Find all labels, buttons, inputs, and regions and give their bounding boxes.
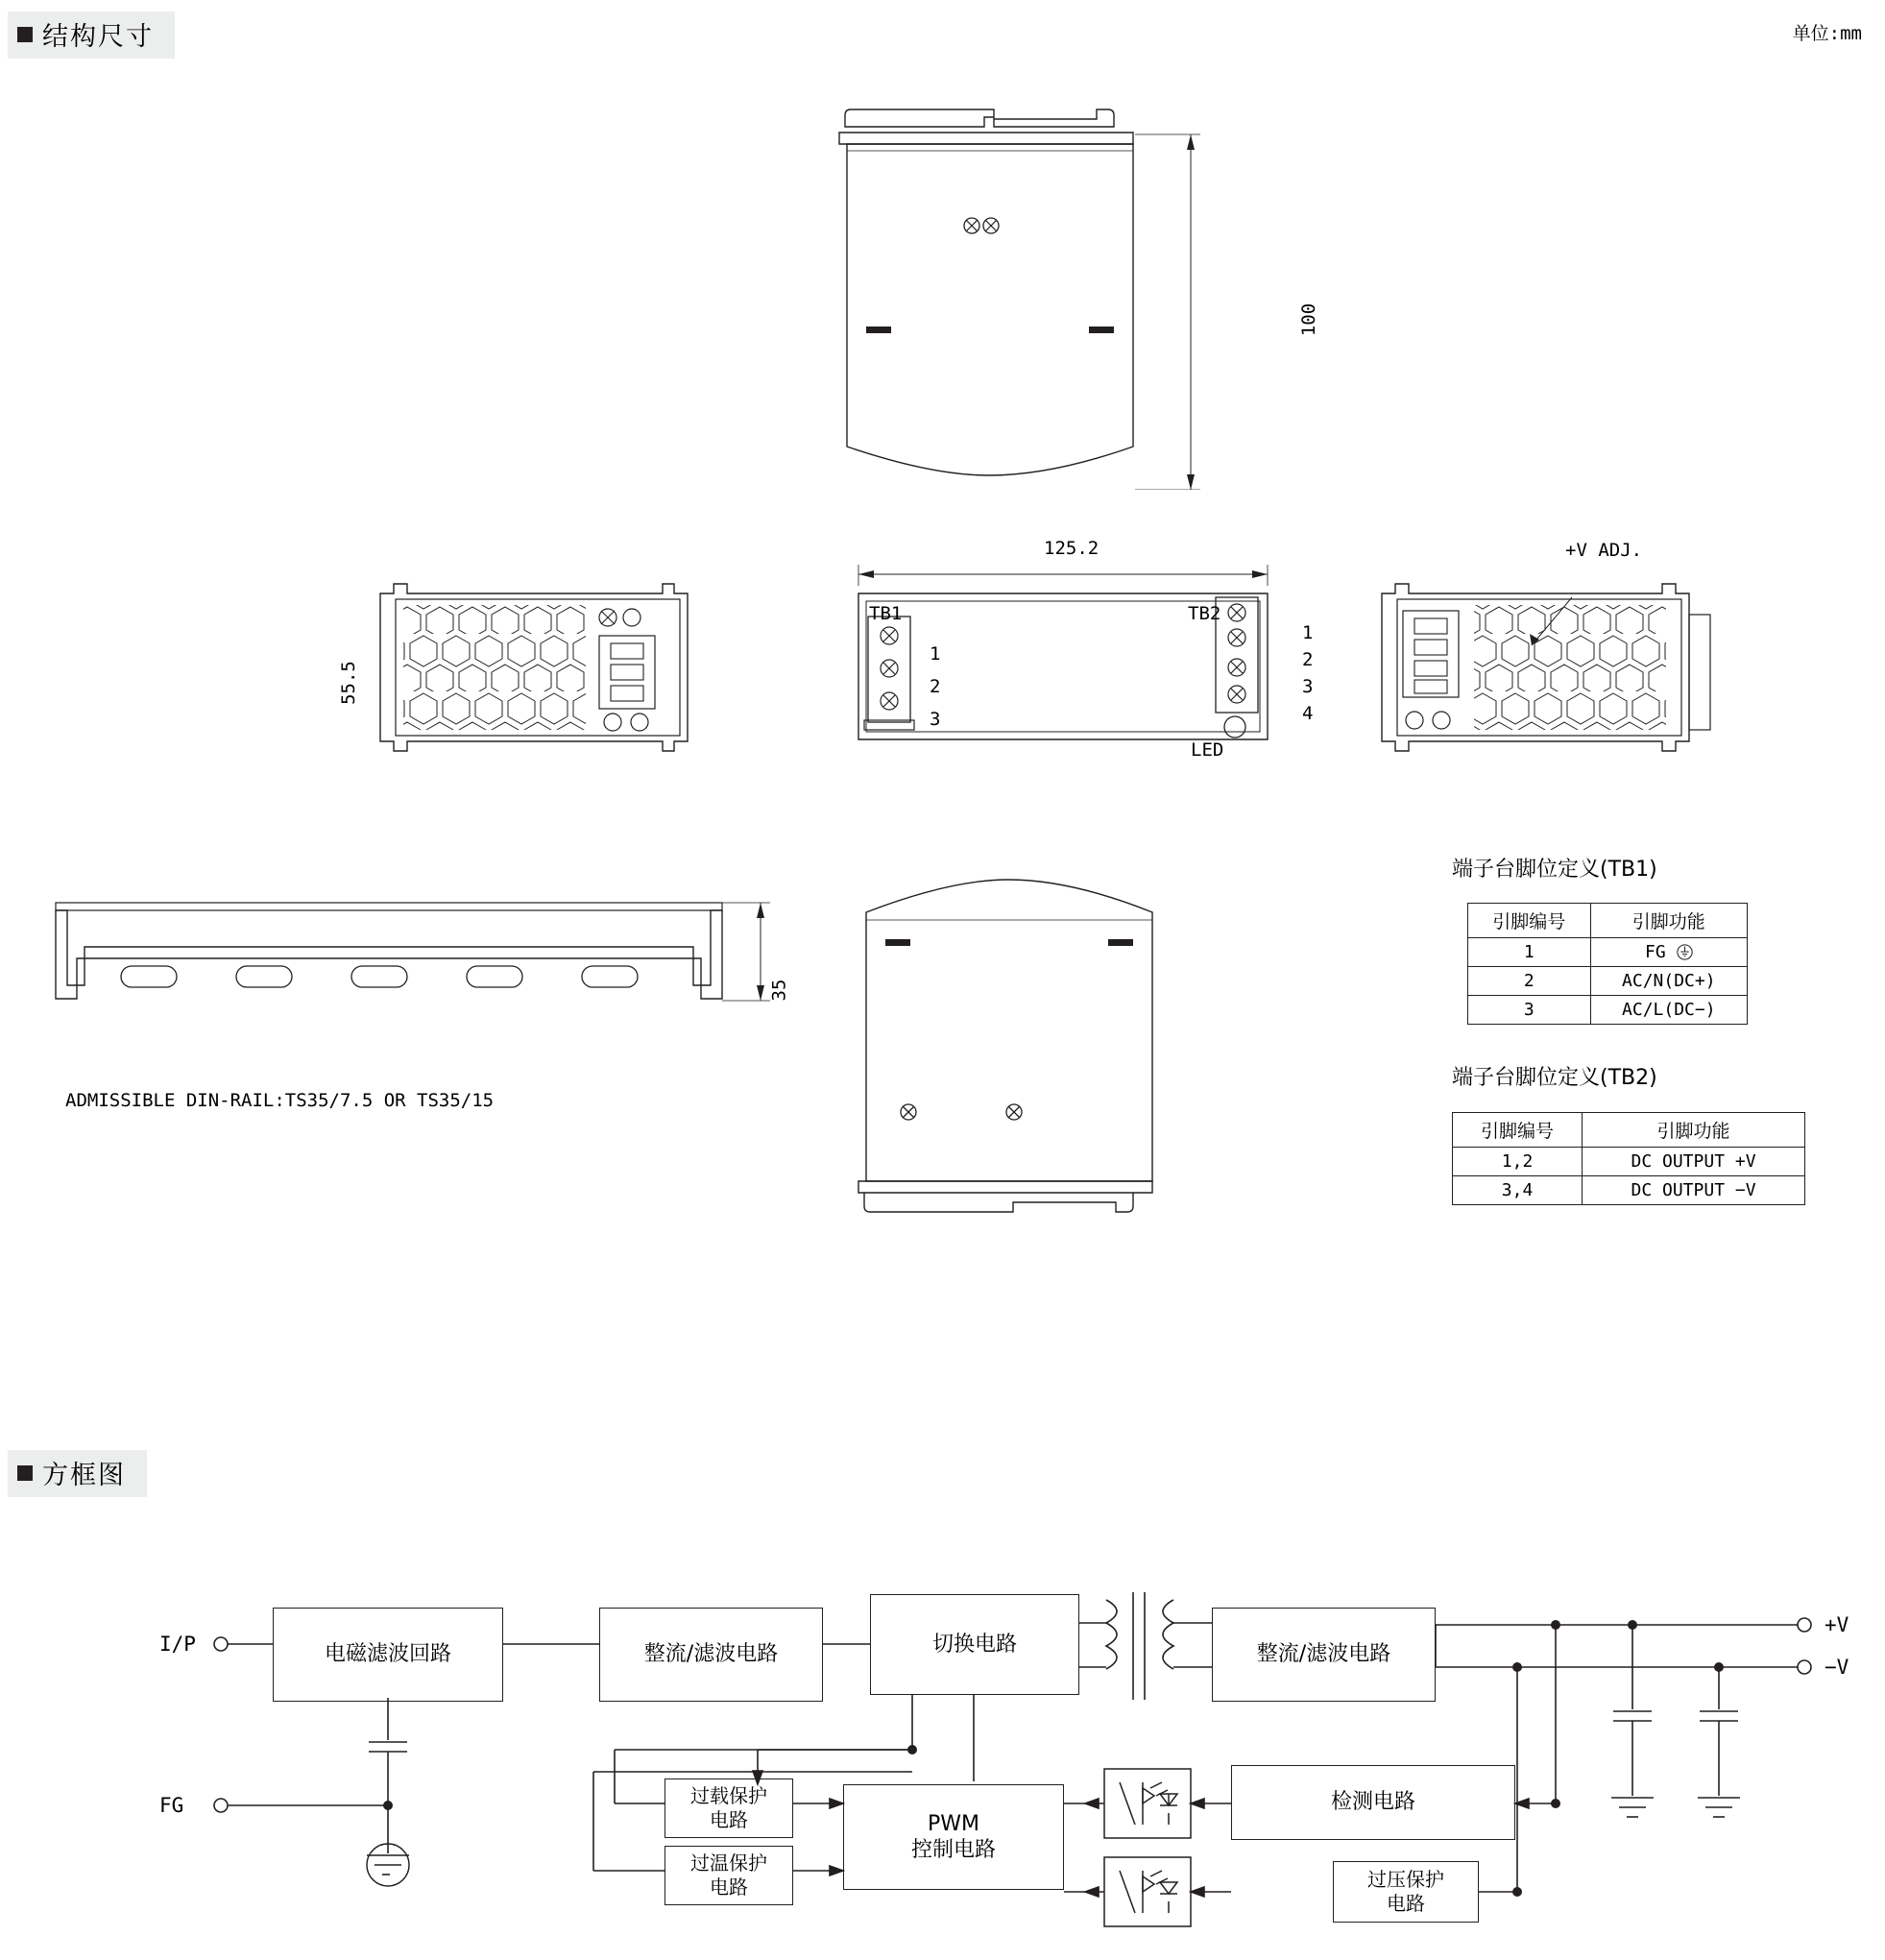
bottom-view [845, 855, 1296, 1239]
tb2-pin-3: 3 [1302, 676, 1314, 697]
ovp-label-line1: 过压保护 [1367, 1868, 1444, 1891]
output-negative-label: −V [1825, 1656, 1849, 1679]
ovp-label-line2: 电路 [1387, 1892, 1425, 1915]
tb2-table-title: 端子台脚位定义(TB2) [1452, 1066, 1657, 1090]
tb2-r1-pin: 1,2 [1453, 1148, 1583, 1176]
tb1-r2-pin: 2 [1468, 967, 1591, 996]
tb1-r1-func-text: FG [1645, 942, 1666, 962]
dim-depth-55-5: 55.5 [337, 661, 359, 705]
tb2-pin-4: 4 [1302, 703, 1314, 724]
block-overload-protection [665, 1779, 793, 1838]
din-rail-drawing [48, 893, 835, 1085]
tb2-pin-1: 1 [1302, 622, 1314, 643]
tb1-r2-func: AC/N(DC+) [1590, 967, 1747, 996]
tb1-table-title: 端子台脚位定义(TB1) [1452, 858, 1657, 882]
block-overtemp-protection [665, 1846, 793, 1905]
tb1-pin-2: 2 [930, 676, 941, 697]
dim-rail-35: 35 [768, 979, 790, 1002]
block-overvoltage-protection [1333, 1861, 1479, 1923]
bullet-square-icon [17, 1465, 33, 1481]
dim-width-125-2: 125.2 [1044, 538, 1100, 559]
tb1-col-func: 引脚功能 [1590, 904, 1747, 938]
unit-note: 单位:mm [1792, 23, 1862, 44]
fg-label: FG [159, 1794, 184, 1817]
table-row [1453, 1148, 1805, 1176]
tb2-r1-func: DC OUTPUT +V [1583, 1148, 1805, 1176]
table-header-row [1453, 1113, 1805, 1148]
block-rectifier-filter-1: 整流/滤波电路 [599, 1608, 823, 1702]
ocp-label-line2: 电路 [710, 1808, 748, 1831]
tb2-col-func: 引脚功能 [1583, 1113, 1805, 1148]
table-row [1468, 996, 1748, 1025]
side-view-left [375, 576, 797, 768]
tb1-r3-func: AC/L(DC−) [1590, 996, 1747, 1025]
tb1-pin-table [1467, 903, 1748, 1025]
ground-icon [1677, 944, 1693, 960]
section-header-block [8, 1450, 147, 1497]
tb1-col-pinno: 引脚编号 [1468, 904, 1591, 938]
otp-label-line2: 电路 [710, 1875, 748, 1899]
tb1-pin-1: 1 [930, 643, 941, 665]
tb2-pin-table [1452, 1112, 1805, 1205]
section-title-mechanical: 结构尺寸 [42, 22, 154, 52]
table-row [1468, 967, 1748, 996]
tb2-r2-func: DC OUTPUT −V [1583, 1176, 1805, 1205]
section-title-block: 方框图 [42, 1461, 126, 1490]
output-positive-label: +V [1825, 1613, 1849, 1636]
ocp-label-line1: 过载保护 [690, 1784, 767, 1807]
block-emi-filter: 电磁滤波回路 [273, 1608, 503, 1702]
tb2-pin-2: 2 [1302, 649, 1314, 670]
table-row [1453, 1176, 1805, 1205]
tb2-col-pinno: 引脚编号 [1453, 1113, 1583, 1148]
din-rail-note: ADMISSIBLE DIN-RAIL:TS35/7.5 OR TS35/15 [65, 1090, 495, 1111]
otp-label-line1: 过温保护 [690, 1851, 767, 1875]
pwm-label-line2: 控制电路 [910, 1838, 996, 1862]
label-tb1: TB1 [869, 603, 903, 624]
pwm-label-line1: PWM [927, 1811, 979, 1836]
tb1-pin-3: 3 [930, 709, 941, 730]
side-view-right [1368, 576, 1810, 768]
dim-height-100: 100 [1298, 302, 1320, 337]
label-v-adj: +V ADJ. [1565, 540, 1643, 561]
table-row [1468, 938, 1748, 967]
tb2-r2-pin: 3,4 [1453, 1176, 1583, 1205]
block-rectifier-filter-2: 整流/滤波电路 [1212, 1608, 1436, 1702]
tb1-r1-pin: 1 [1468, 938, 1591, 967]
block-pwm-control [843, 1784, 1064, 1890]
bullet-square-icon [17, 27, 33, 42]
block-switching: 切换电路 [870, 1594, 1079, 1695]
label-led: LED [1191, 739, 1224, 761]
tb1-r1-func [1590, 938, 1747, 967]
block-detection: 检测电路 [1231, 1765, 1515, 1840]
table-header-row [1468, 904, 1748, 938]
section-header-mechanical [8, 12, 175, 59]
input-label: I/P [159, 1633, 196, 1656]
top-view-drawing [826, 106, 1287, 490]
tb1-r3-pin: 3 [1468, 996, 1591, 1025]
label-tb2: TB2 [1188, 603, 1221, 624]
